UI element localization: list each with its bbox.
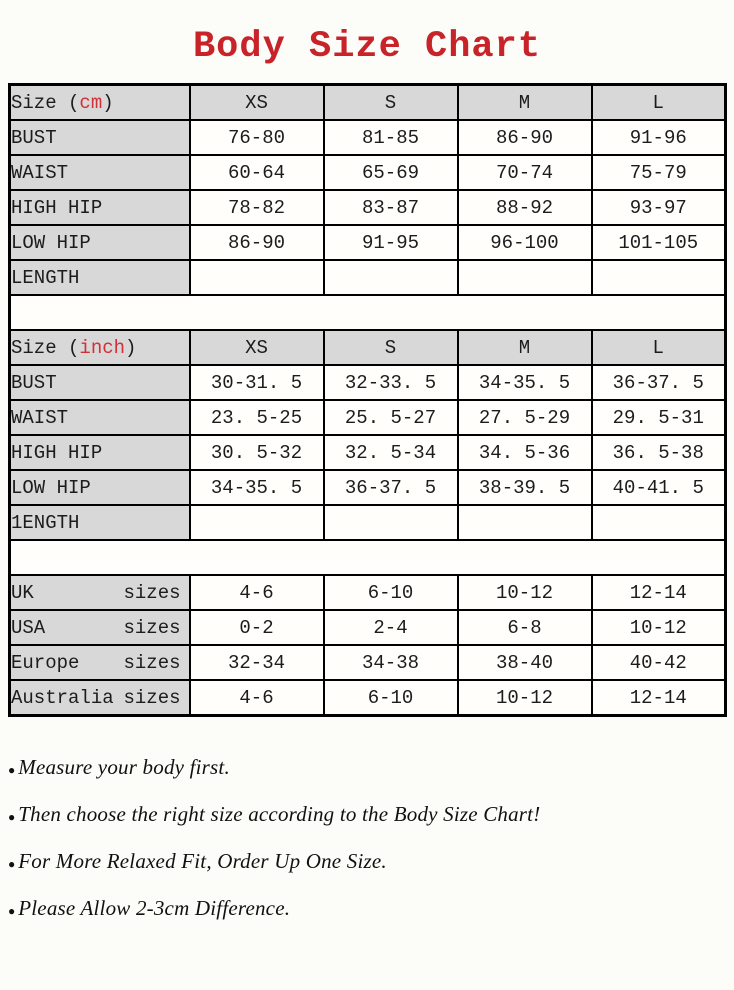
value-cell: 30-31. 5: [190, 365, 324, 400]
cm-header-m: M: [458, 85, 592, 121]
body-size-chart-page: [0, 26, 734, 921]
row-label: LENGTH: [10, 260, 190, 295]
size-table: [8, 83, 727, 717]
value-cell: 2-4: [324, 610, 458, 645]
value-cell: 34. 5-36: [458, 435, 592, 470]
value-cell: [190, 260, 324, 295]
value-cell: 81-85: [324, 120, 458, 155]
inch-header-xs: XS: [190, 330, 324, 365]
row-label: 1ENGTH: [10, 505, 190, 540]
note-text: Please Allow 2-3cm Difference.: [18, 896, 291, 920]
row-label-europe: [10, 645, 190, 680]
spacer-row: [10, 295, 726, 330]
sizes-suffix: sizes: [123, 651, 181, 674]
value-cell: 6-10: [324, 680, 458, 716]
value-cell: 32-34: [190, 645, 324, 680]
value-cell: 36-37. 5: [592, 365, 726, 400]
value-cell: 76-80: [190, 120, 324, 155]
value-cell: 86-90: [458, 120, 592, 155]
value-cell: [324, 505, 458, 540]
notes-section: [8, 755, 734, 921]
value-cell: 38-40: [458, 645, 592, 680]
note-text: Then choose the right size according to the Body Size Chart!: [18, 802, 541, 826]
row-label: BUST: [10, 120, 190, 155]
table-row: [10, 400, 726, 435]
note-text: For More Relaxed Fit, Order Up One Size.: [18, 849, 387, 873]
spacer-row: [10, 540, 726, 575]
value-cell: 96-100: [458, 225, 592, 260]
table-row: [10, 435, 726, 470]
value-cell: 40-42: [592, 645, 726, 680]
table-row: [10, 575, 726, 610]
region-name: Europe: [11, 651, 80, 674]
note-item: [8, 849, 734, 874]
value-cell: 88-92: [458, 190, 592, 225]
region-name: UK: [11, 581, 34, 604]
unit-cm-label: cm: [79, 91, 103, 114]
value-cell: 91-95: [324, 225, 458, 260]
table-row: [10, 155, 726, 190]
table-row: [10, 645, 726, 680]
table-row: [10, 505, 726, 540]
table-row: [10, 225, 726, 260]
value-cell: 91-96: [592, 120, 726, 155]
cm-header-s: S: [324, 85, 458, 121]
value-cell: 70-74: [458, 155, 592, 190]
value-cell: 10-12: [458, 575, 592, 610]
row-label: LOW HIP: [10, 225, 190, 260]
sizes-suffix: sizes: [123, 616, 181, 639]
spacer-cell: [10, 540, 726, 575]
bullet-icon: ●: [8, 904, 16, 918]
row-label: HIGH HIP: [10, 435, 190, 470]
value-cell: [324, 260, 458, 295]
value-cell: [592, 260, 726, 295]
inch-header-m: M: [458, 330, 592, 365]
bullet-icon: ●: [8, 763, 16, 777]
value-cell: [190, 505, 324, 540]
value-cell: 29. 5-31: [592, 400, 726, 435]
size-label-prefix: Size (: [11, 336, 80, 359]
value-cell: 27. 5-29: [458, 400, 592, 435]
value-cell: 40-41. 5: [592, 470, 726, 505]
row-label: WAIST: [10, 400, 190, 435]
value-cell: 93-97: [592, 190, 726, 225]
value-cell: 0-2: [190, 610, 324, 645]
size-label-suffix: ): [125, 336, 137, 359]
value-cell: 36-37. 5: [324, 470, 458, 505]
value-cell: 4-6: [190, 680, 324, 716]
value-cell: 4-6: [190, 575, 324, 610]
row-label-australia: [10, 680, 190, 716]
table-row: [10, 260, 726, 295]
value-cell: 6-10: [324, 575, 458, 610]
value-cell: 34-38: [324, 645, 458, 680]
note-item: [8, 755, 734, 780]
bullet-icon: ●: [8, 857, 16, 871]
value-cell: 34-35. 5: [190, 470, 324, 505]
size-label-suffix: ): [102, 91, 114, 114]
value-cell: 10-12: [592, 610, 726, 645]
value-cell: 75-79: [592, 155, 726, 190]
value-cell: 83-87: [324, 190, 458, 225]
note-text: Measure your body first.: [18, 755, 230, 779]
table-row: [10, 120, 726, 155]
region-name: Australia: [11, 686, 114, 709]
row-label: LOW HIP: [10, 470, 190, 505]
cm-header-row: [10, 85, 726, 121]
size-label-prefix: Size (: [11, 91, 80, 114]
value-cell: [458, 505, 592, 540]
spacer-cell: [10, 295, 726, 330]
bullet-icon: ●: [8, 810, 16, 824]
value-cell: 12-14: [592, 575, 726, 610]
table-row: [10, 470, 726, 505]
note-item: [8, 802, 734, 827]
value-cell: 38-39. 5: [458, 470, 592, 505]
row-label-usa: [10, 610, 190, 645]
cm-header-l: L: [592, 85, 726, 121]
value-cell: 65-69: [324, 155, 458, 190]
inch-header-l: L: [592, 330, 726, 365]
value-cell: [592, 505, 726, 540]
note-item: [8, 896, 734, 921]
inch-header-s: S: [324, 330, 458, 365]
value-cell: [458, 260, 592, 295]
value-cell: 32. 5-34: [324, 435, 458, 470]
value-cell: 30. 5-32: [190, 435, 324, 470]
value-cell: 32-33. 5: [324, 365, 458, 400]
row-label: WAIST: [10, 155, 190, 190]
table-row: [10, 365, 726, 400]
value-cell: 86-90: [190, 225, 324, 260]
page-title: Body Size Chart: [192, 26, 542, 68]
row-label: HIGH HIP: [10, 190, 190, 225]
cm-header-xs: XS: [190, 85, 324, 121]
value-cell: 78-82: [190, 190, 324, 225]
row-label: BUST: [10, 365, 190, 400]
value-cell: 34-35. 5: [458, 365, 592, 400]
inch-size-label-cell: [10, 330, 190, 365]
sizes-suffix: sizes: [123, 686, 181, 709]
row-label-uk: [10, 575, 190, 610]
table-row: [10, 610, 726, 645]
sizes-suffix: sizes: [123, 581, 181, 604]
value-cell: 36. 5-38: [592, 435, 726, 470]
value-cell: 10-12: [458, 680, 592, 716]
unit-inch-label: inch: [79, 336, 126, 359]
value-cell: 60-64: [190, 155, 324, 190]
inch-header-row: [10, 330, 726, 365]
region-name: USA: [11, 616, 46, 639]
table-row: [10, 190, 726, 225]
value-cell: 101-105: [592, 225, 726, 260]
cm-size-label-cell: [10, 85, 190, 121]
value-cell: 6-8: [458, 610, 592, 645]
table-row: [10, 680, 726, 716]
value-cell: 23. 5-25: [190, 400, 324, 435]
value-cell: 25. 5-27: [324, 400, 458, 435]
value-cell: 12-14: [592, 680, 726, 716]
